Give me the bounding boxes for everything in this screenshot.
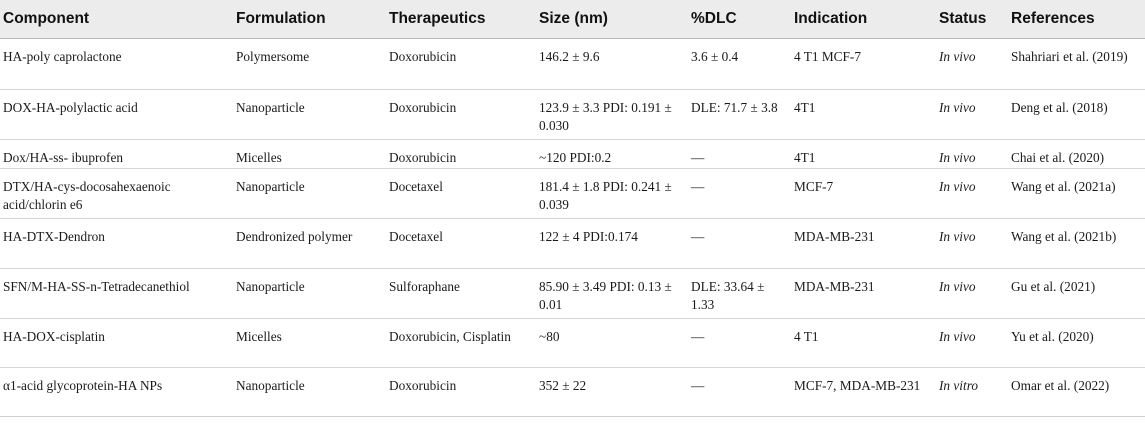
cell-reference: Shahriari et al. (2019) bbox=[1007, 39, 1145, 90]
cell-dlc: DLE: 71.7 ± 3.8 bbox=[687, 90, 790, 140]
cell-indication: 4 T1 bbox=[790, 319, 935, 368]
cell-dlc: — bbox=[687, 140, 790, 169]
cell-indication: 4T1 bbox=[790, 140, 935, 169]
cell-indication: MCF-7, MDA-MB-231 bbox=[790, 368, 935, 417]
cell-indication: MCF-7 bbox=[790, 169, 935, 219]
cell-reference: Chai et al. (2020) bbox=[1007, 140, 1145, 169]
cell-status: In vivo bbox=[935, 169, 1007, 219]
cell-component: HA-DOX-cisplatin bbox=[0, 319, 232, 368]
cell-component: HA-DTX-Dendron bbox=[0, 219, 232, 269]
cell-formulation: Nanoparticle bbox=[232, 368, 385, 417]
cell-formulation: Nanoparticle bbox=[232, 90, 385, 140]
table-row bbox=[0, 269, 1145, 319]
cell-reference: Wang et al. (2021b) bbox=[1007, 219, 1145, 269]
cell-status: In vivo bbox=[935, 140, 1007, 169]
cell-status: In vivo bbox=[935, 319, 1007, 368]
cell-status: In vivo bbox=[935, 39, 1007, 90]
table-row bbox=[0, 90, 1145, 140]
column-header-therapeutics: Therapeutics bbox=[385, 0, 535, 39]
cell-formulation: Micelles bbox=[232, 319, 385, 368]
cell-indication: MDA-MB-231 bbox=[790, 219, 935, 269]
cell-dlc: — bbox=[687, 368, 790, 417]
cell-therapeutics: Sulforaphane bbox=[385, 269, 535, 319]
cell-size: 146.2 ± 9.6 bbox=[535, 39, 687, 90]
cell-size: ~80 bbox=[535, 319, 687, 368]
table-row bbox=[0, 140, 1145, 169]
header-row bbox=[0, 0, 1145, 39]
cell-formulation: Nanoparticle bbox=[232, 269, 385, 319]
cell-status: In vivo bbox=[935, 219, 1007, 269]
cell-therapeutics: Doxorubicin bbox=[385, 39, 535, 90]
table-row bbox=[0, 319, 1145, 368]
column-header-references: References bbox=[1007, 0, 1145, 39]
cell-dlc: — bbox=[687, 169, 790, 219]
column-header-dlc: %DLC bbox=[687, 0, 790, 39]
cell-size: 352 ± 22 bbox=[535, 368, 687, 417]
cell-dlc: 3.6 ± 0.4 bbox=[687, 39, 790, 90]
column-header-indication: Indication bbox=[790, 0, 935, 39]
cell-formulation: Dendronized polymer bbox=[232, 219, 385, 269]
cell-reference: Wang et al. (2021a) bbox=[1007, 169, 1145, 219]
cell-formulation: Nanoparticle bbox=[232, 169, 385, 219]
cell-component: DTX/HA-cys-docosahexaenoic acid/chlorin e6 bbox=[0, 169, 232, 219]
column-header-component: Component bbox=[0, 0, 232, 39]
table-header bbox=[0, 0, 1145, 39]
cell-therapeutics: Doxorubicin bbox=[385, 140, 535, 169]
cell-therapeutics: Doxorubicin bbox=[385, 90, 535, 140]
cell-size: 181.4 ± 1.8 PDI: 0.241 ± 0.039 bbox=[535, 169, 687, 219]
cell-reference: Yu et al. (2020) bbox=[1007, 319, 1145, 368]
cell-reference: Gu et al. (2021) bbox=[1007, 269, 1145, 319]
cell-indication: 4 T1 MCF-7 bbox=[790, 39, 935, 90]
cell-status: In vivo bbox=[935, 269, 1007, 319]
cell-component: DOX-HA-polylactic acid bbox=[0, 90, 232, 140]
column-header-size: Size (nm) bbox=[535, 0, 687, 39]
cell-size: 123.9 ± 3.3 PDI: 0.191 ± 0.030 bbox=[535, 90, 687, 140]
table-row bbox=[0, 368, 1145, 417]
cell-therapeutics: Docetaxel bbox=[385, 219, 535, 269]
cell-status: In vitro bbox=[935, 368, 1007, 417]
column-header-formulation: Formulation bbox=[232, 0, 385, 39]
cell-component: Dox/HA-ss- ibuprofen bbox=[0, 140, 232, 169]
cell-size: 122 ± 4 PDI:0.174 bbox=[535, 219, 687, 269]
table-row bbox=[0, 39, 1145, 90]
cell-component: SFN/M-HA-SS-n-Tetradecanethiol bbox=[0, 269, 232, 319]
table-body bbox=[0, 39, 1145, 417]
cell-therapeutics: Doxorubicin, Cisplatin bbox=[385, 319, 535, 368]
cell-status: In vivo bbox=[935, 90, 1007, 140]
cell-indication: MDA-MB-231 bbox=[790, 269, 935, 319]
cell-component: α1-acid glycoprotein-HA NPs bbox=[0, 368, 232, 417]
column-header-status: Status bbox=[935, 0, 1007, 39]
cell-component: HA-poly caprolactone bbox=[0, 39, 232, 90]
cell-size: ~120 PDI:0.2 bbox=[535, 140, 687, 169]
cell-reference: Omar et al. (2022) bbox=[1007, 368, 1145, 417]
table-row bbox=[0, 219, 1145, 269]
cell-dlc: — bbox=[687, 219, 790, 269]
cell-therapeutics: Doxorubicin bbox=[385, 368, 535, 417]
cell-formulation: Polymersome bbox=[232, 39, 385, 90]
cell-formulation: Micelles bbox=[232, 140, 385, 169]
cell-therapeutics: Docetaxel bbox=[385, 169, 535, 219]
cell-size: 85.90 ± 3.49 PDI: 0.13 ± 0.01 bbox=[535, 269, 687, 319]
cell-dlc: DLE: 33.64 ± 1.33 bbox=[687, 269, 790, 319]
table-row bbox=[0, 169, 1145, 219]
cell-indication: 4T1 bbox=[790, 90, 935, 140]
cell-dlc: — bbox=[687, 319, 790, 368]
cell-reference: Deng et al. (2018) bbox=[1007, 90, 1145, 140]
